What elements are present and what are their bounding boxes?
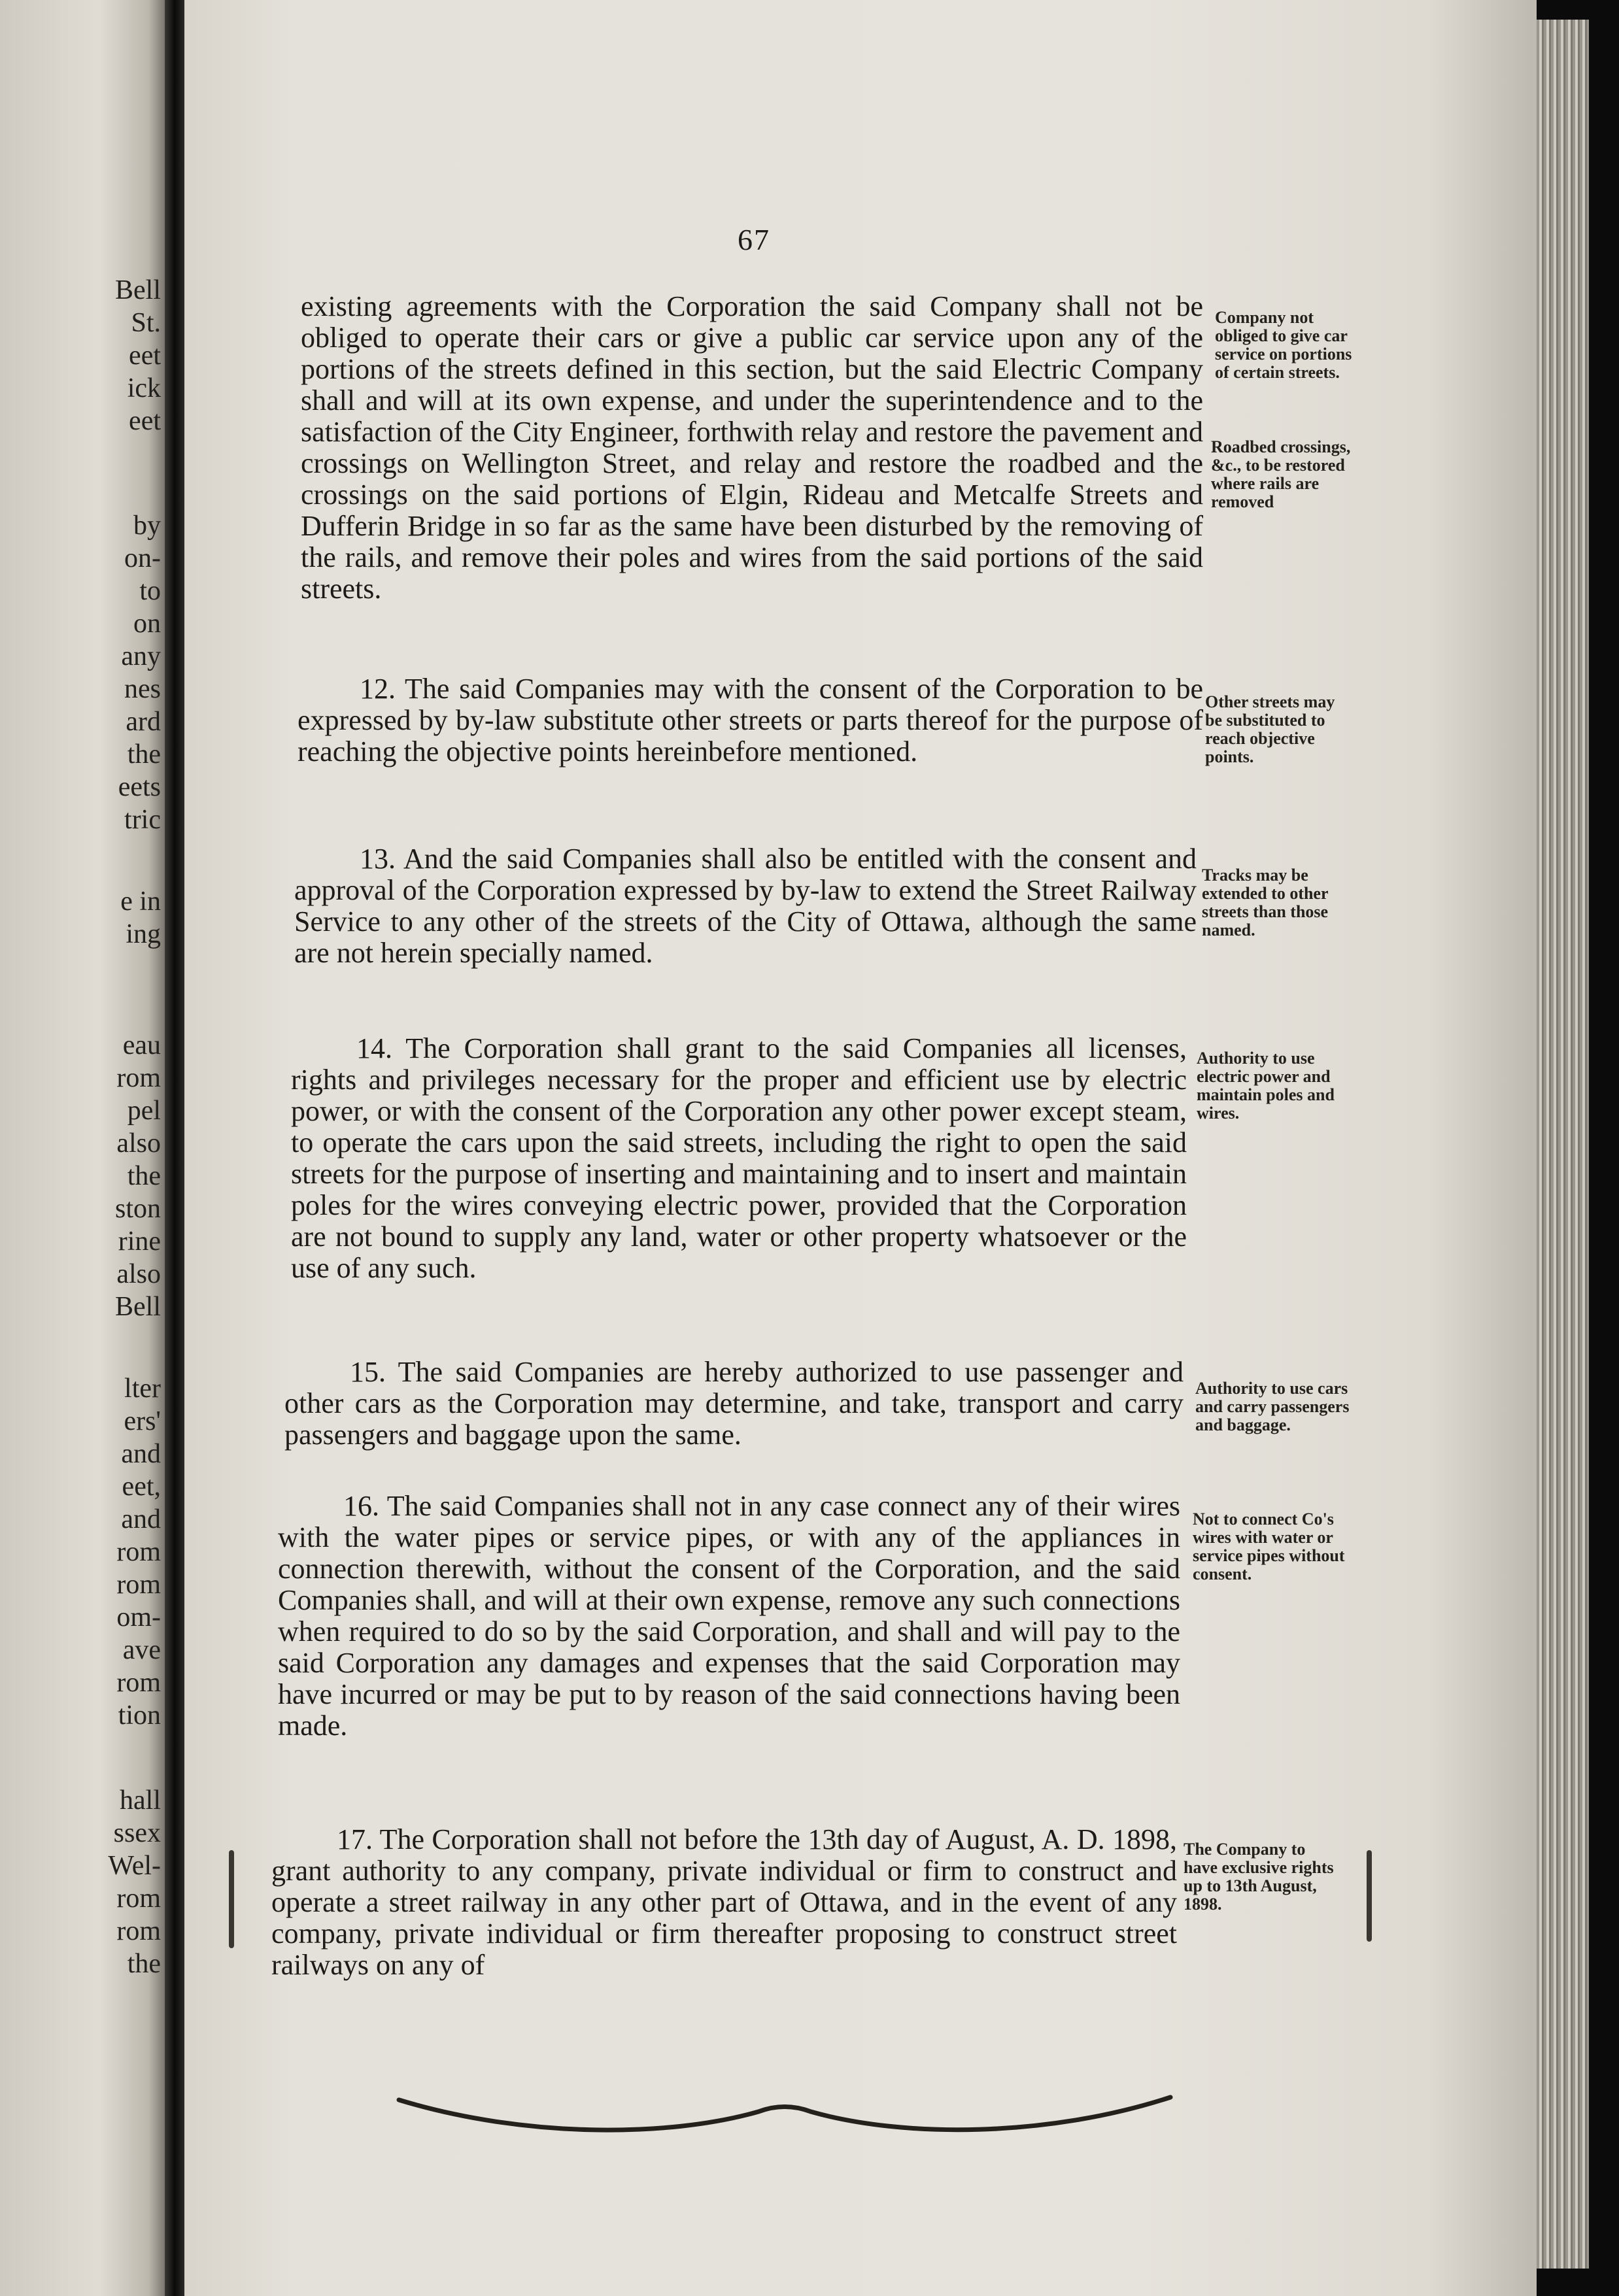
book-gutter [165,0,184,2296]
facing-page-fragment-line: hall [120,1785,161,1815]
facing-page-fragment-line: rom [116,1063,161,1093]
facing-page-fragment-line: on- [124,543,161,573]
paragraph-14: 14. The Corporation shall grant to the said Companies all licenses, rights and privileges necessary for the proper and efficient use by electric power, or with the consent of the Corporation any other power except steam, to operate the cars upon the said streets, including the right to open the said streets for the purpose of inserting and maintaining and to insert and maintain poles for the wires conveying electric power, provided that the Corporation are not bound to supply any land, water or other property whatsoever or the use of any such. [291,1032,1187,1284]
facing-page-fragment-line: lter [124,1374,161,1404]
facing-page-fragment-line: rom [116,1537,161,1567]
facing-page-fragment-line: to [139,576,161,606]
facing-page-fragment-line: om- [116,1602,161,1632]
page-number: 67 [738,223,770,256]
facing-page-fragment-line: ing [126,919,161,949]
facing-page-fragment-line: Bell [115,1292,161,1322]
facing-page-fragment-line: rine [118,1226,161,1257]
facing-page-fragment-line: ard [126,707,161,737]
facing-page-fragment-line: and [121,1439,161,1469]
facing-page-fragment-line: the [127,739,161,769]
margin-note-car-service: Company not obliged to give car service on portions of certain streets. [1215,308,1352,382]
paragraph-15: 15. The said Companies are hereby authorized to use passenger and other cars as the Corporation may determine, and take, transport and carry passengers and baggage upon the same. [284,1356,1184,1451]
facing-page-fragment-line: eets [118,772,161,802]
facing-page-fragment-line: pel [127,1096,161,1126]
facing-page-fragment-line: ick [127,373,161,403]
facing-page-fragment-line: rom [116,1916,161,1946]
margin-note-roadbed: Roadbed crossings, &c., to be restored where rails are removed [1211,437,1351,511]
facing-page-fragment-line: ers' [124,1406,161,1436]
facing-page-fragment-line: nes [124,674,161,704]
facing-page-fragment-line: also [116,1259,161,1289]
page-edge-stack [1537,20,1589,2269]
facing-page-fragment-line: e in [120,886,161,917]
facing-page-fragment-line: any [121,641,161,671]
paragraph-16: 16. The said Companies shall not in any case connect any of their wires with the water pipes or service pipes, or with any of the appliances in connection therewith, without the consent of the Corporation, and the said Companies shall, and will at their own expense, remove any such connections when required to do so by the said Corporation, and shall and will pay to the said Corporation any damages and expenses that the said Corporation may have incurred or may be put to by reason of the said connections having been made. [278,1490,1180,1742]
facing-page-fragment-line: St. [131,308,161,338]
facing-page-fragment-line: eet [129,406,161,436]
facing-page-fragment-line: by [133,511,161,541]
facing-page-fragment-line: tion [118,1700,161,1730]
facing-page-fragment-line: tric [124,805,161,835]
margin-bracket-right [1367,1850,1372,1942]
paragraph-17: 17. The Corporation shall not before the 13th day of August, A. D. 1898, grant authority to any company, private individual or firm to construct and operate a street railway in any other part of Ottawa, and in the event of any company, private individual or firm thereafter proposing to construct street railways on any of [271,1823,1177,1981]
facing-page-fragment-line: on [133,609,161,639]
margin-note-exclusive-rights: The Company to have exclusive rights up to 13th August, 1898. [1184,1840,1334,1914]
margin-note-other-streets: Other streets may be substituted to reach objective points. [1205,692,1335,766]
paragraph-12: 12. The said Companies may with the consent of the Corporation to be expressed by by-law substitute other streets or parts thereof for the purpose of reaching the objective points hereinbefore mentioned. [298,673,1203,768]
margin-note-electric-power: Authority to use electric power and maintain poles and wires. [1197,1049,1335,1123]
end-flourish-ornament [392,2085,1177,2138]
facing-page-fragment-line: and [121,1504,161,1534]
facing-page-fragment-line: rom [116,1570,161,1600]
facing-page-fragment [0,0,165,2296]
margin-note-passengers: Authority to use cars and carry passengers and baggage. [1195,1379,1350,1434]
facing-page-fragment-line: ave [122,1635,161,1665]
facing-page-fragment-line: also [116,1128,161,1158]
facing-page-fragment-line: ston [114,1194,161,1224]
facing-page-fragment-line: eau [122,1030,161,1060]
facing-page-fragment-line: Bell [115,275,161,305]
facing-page-fragment-line: the [127,1161,161,1191]
facing-page-fragment-line: the [127,1949,161,1979]
margin-note-tracks-extended: Tracks may be extended to other streets than those named. [1202,866,1329,939]
facing-page-fragment-line: ssex [113,1818,161,1848]
facing-page-fragment-line: rom [116,1883,161,1914]
margin-note-water-pipes: Not to connect Co's wires with water or service pipes without consent. [1193,1510,1345,1583]
facing-page-fragment-line: eet, [122,1472,161,1502]
margin-bracket-left [229,1850,234,1948]
paragraph-continuation: existing agreements with the Corporation the said Company shall not be obliged to operate their cars or give a public car service upon any of the portions of the streets defined in this section, but the said Electric Company shall and will at its own expense, and under the superintendence and to the satisfaction of the City Engineer, forthwith relay and restore the pavement and crossings on Wellington Street, and relay and restore the roadbed and the crossings on the said portions of Elgin, Rideau and Metcalfe Streets and Dufferin Bridge in so far as the same have been disturbed by the removing of the rails, and remove their poles and wires from the said portions of the said streets. [301,290,1203,605]
facing-page-fragment-line: rom [116,1668,161,1698]
facing-page-fragment-line: Wel- [108,1851,161,1881]
facing-page-fragment-line: eet [129,341,161,371]
paragraph-13: 13. And the said Companies shall also be entitled with the consent and approval of the Corporation expressed by by-law to extend the Street Railway Service to any other of the streets of the City of Ottawa, although the same are not herein specially named. [294,843,1197,969]
